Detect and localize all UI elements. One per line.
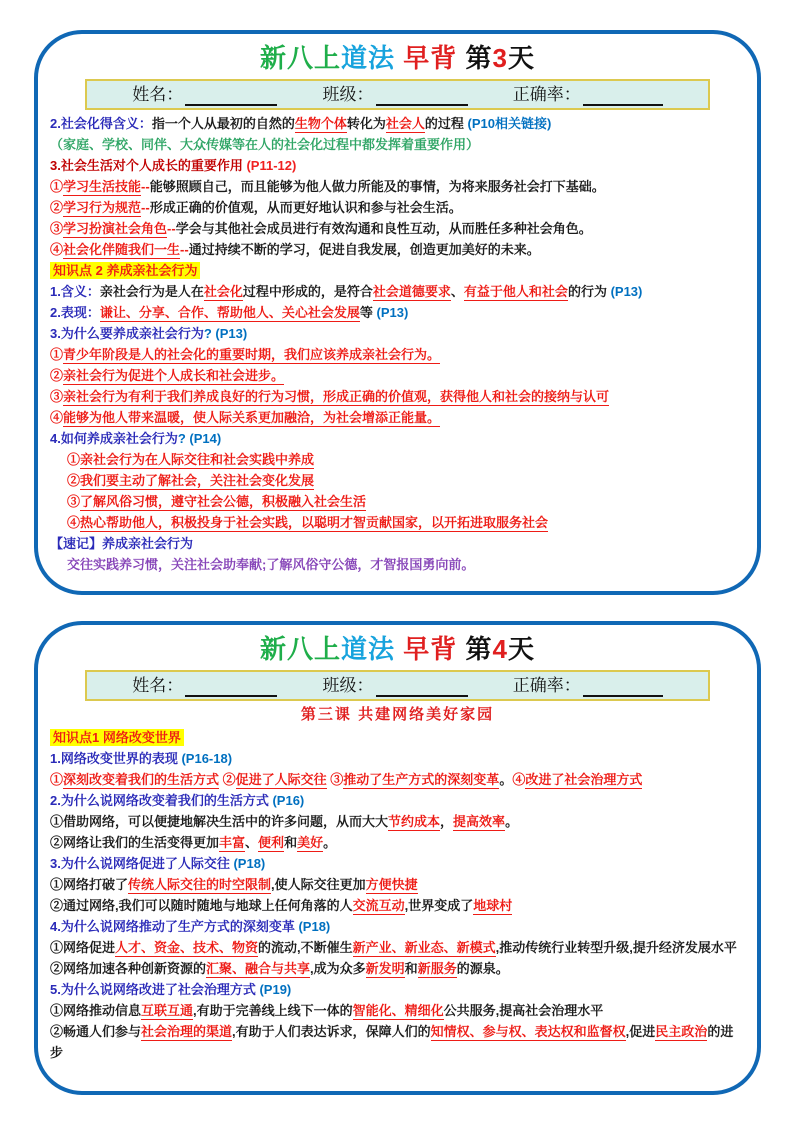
text-segment: ④	[50, 410, 64, 425]
text-segment: 热心帮助他人，积极投身于社会实践，以聪明才智贡献国家，以开拓进取服务社会	[80, 515, 549, 530]
notes-content	[50, 727, 745, 1063]
text-segment: 社会治理的渠道	[141, 1024, 233, 1039]
text-segment: ③	[50, 221, 64, 236]
text-segment: ④	[50, 242, 64, 257]
text-segment: 的行为	[567, 284, 611, 299]
text-segment: ④	[512, 772, 526, 787]
content-line	[50, 512, 745, 533]
content-line	[50, 386, 745, 407]
title-recite: 早背	[395, 634, 466, 664]
content-line	[50, 218, 745, 239]
text-segment: ①网络促进	[50, 940, 116, 955]
accuracy-field	[513, 675, 663, 697]
text-segment: 和	[404, 961, 418, 976]
name-field	[132, 675, 277, 697]
content-line	[50, 1021, 745, 1063]
content-line	[50, 979, 745, 1000]
text-segment: 3.为什么要养成亲社会行为	[50, 326, 204, 341]
content-line	[50, 176, 745, 197]
accuracy-blank	[583, 679, 663, 697]
accuracy-blank	[583, 88, 663, 106]
class-label: 班级：	[322, 675, 374, 695]
text-segment: ,使人际交往更加	[271, 877, 366, 892]
text-segment: 美好	[297, 835, 324, 850]
class-field	[323, 675, 468, 697]
text-segment: 地球村	[473, 898, 513, 913]
text-segment: 人才、资金、技术、物资	[115, 940, 259, 955]
text-segment: 亲社会行为在人际交往和社会实践中养成	[80, 452, 315, 467]
content-line	[50, 853, 745, 874]
text-segment: 公共服务,提高社会治理水平	[443, 1003, 604, 1018]
text-segment: (P10相关链接)	[467, 116, 552, 131]
accuracy-label: 正确率：	[512, 84, 581, 104]
text-segment: 的进步	[50, 1024, 734, 1060]
text-segment: 亲社会行为促进个人成长和社会进步。	[63, 368, 285, 383]
text-segment: 学会与其他社会成员进行有效沟通和良性互动，从而胜任多种社会角色。	[175, 221, 592, 236]
content-line	[50, 470, 745, 491]
text-segment: ①	[50, 772, 64, 787]
text-segment: 。	[323, 835, 337, 850]
content-line	[50, 239, 745, 260]
text-segment: (P16)	[272, 793, 305, 808]
text-segment: ②通过网络,我们可以随时随地与地球上任何角落的人	[50, 898, 353, 913]
content-line	[50, 916, 745, 937]
name-label: 姓名：	[132, 675, 184, 695]
text-segment: (P11-12)	[246, 158, 297, 173]
text-segment: 4.为什么说网络推动了生产方式的深刻变革	[50, 919, 299, 934]
text-segment: 亲社会行为是人在	[99, 284, 204, 299]
text-segment: 能够照顾自己，而且能够为他人做力所能及的事情，为将来服务社会打下基础。	[149, 179, 605, 194]
text-segment: 的源泉。	[456, 961, 509, 976]
text-segment: ,有助于完善线上线下一体的	[193, 1003, 353, 1018]
text-segment: 4.如何养成亲社会行为	[50, 431, 178, 446]
title-day-prefix: 第	[465, 43, 493, 73]
text-segment: 智能化、精细化	[352, 1003, 444, 1018]
content-line	[50, 937, 745, 958]
text-segment: (P19)	[259, 982, 292, 997]
text-segment: 改进了社会治理方式	[525, 772, 643, 787]
text-segment: 互联互通	[141, 1003, 194, 1018]
content-line	[50, 281, 745, 302]
text-segment: 转化为	[346, 116, 386, 131]
content-line	[50, 428, 745, 449]
title-subject: 道法	[341, 43, 396, 73]
text-segment: ,促进	[625, 1024, 656, 1039]
text-segment: 便利	[258, 835, 285, 850]
page-title	[50, 40, 745, 76]
text-segment: 学习扮演社会角色	[63, 221, 168, 236]
text-segment: 民主政治	[655, 1024, 708, 1039]
title-day-number: 3	[492, 43, 508, 73]
text-segment: ④	[67, 515, 81, 530]
text-segment: 。	[499, 772, 513, 787]
content-line	[50, 958, 745, 979]
text-segment: (P13)	[376, 305, 409, 320]
content-line	[50, 323, 745, 344]
text-segment: （家庭、学校、同伴、大众传媒等在人的社会化过程中都发挥着重要作用）	[50, 137, 480, 152]
content-line	[50, 449, 745, 470]
page-title	[50, 631, 745, 667]
text-segment: ②网络加速各种创新资源的	[50, 961, 207, 976]
text-segment: 新产业、新业态、新模式	[352, 940, 496, 955]
text-segment: ? (P13)	[203, 326, 248, 341]
text-segment: --	[141, 179, 150, 194]
content-line	[50, 407, 745, 428]
text-segment: 、	[450, 284, 464, 299]
content-line	[50, 344, 745, 365]
text-segment: 能够为他人带来温暖，使人际关系更加融洽，为社会增添正能量。	[63, 410, 441, 425]
text-segment: 深刻改变着我们的生活方式	[63, 772, 220, 787]
text-segment: 节约成本	[388, 814, 441, 829]
content-line	[50, 769, 745, 790]
worksheet-card-day4	[34, 621, 761, 1095]
text-segment: 2.表现：	[50, 305, 100, 320]
text-segment: 社会人	[385, 116, 425, 131]
student-info-bar	[85, 79, 710, 110]
text-segment: --	[180, 242, 189, 257]
text-segment: 【速记】养成亲社会行为	[50, 536, 194, 551]
text-segment: 过程中形成的，是符合	[242, 284, 373, 299]
text-segment: ③	[50, 389, 64, 404]
text-segment: ,成为众多	[310, 961, 366, 976]
text-segment: ①网络推动信息	[50, 1003, 142, 1018]
text-segment: ②	[50, 200, 64, 215]
text-segment: ②	[50, 368, 64, 383]
text-segment: 丰富	[219, 835, 246, 850]
title-day-prefix: 第	[465, 634, 493, 664]
text-segment: (P13)	[610, 284, 643, 299]
text-segment: 形成正确的价值观，从而更好地认识和参与社会生活。	[149, 200, 462, 215]
text-segment: 。	[505, 814, 519, 829]
text-segment: 2.社会化得含义：	[50, 116, 152, 131]
student-info-bar	[85, 670, 710, 701]
notes-content	[50, 113, 745, 575]
lesson-subtitle: 第三课 共建网络美好家园	[300, 706, 495, 723]
text-segment: 等	[359, 305, 377, 320]
text-segment: 新服务	[417, 961, 457, 976]
text-segment: ②	[219, 772, 236, 787]
text-segment: ①借助网络，可以便捷地解决生活中的许多问题，从而大大	[50, 814, 389, 829]
name-field	[132, 84, 277, 106]
content-line	[50, 727, 745, 748]
title-day-suffix: 天	[507, 43, 535, 73]
text-segment: 社会道德要求	[372, 284, 451, 299]
title-book: 新八上	[260, 43, 342, 73]
accuracy-label: 正确率：	[512, 675, 581, 695]
text-segment: ,世界变成了	[404, 898, 474, 913]
text-segment: 亲社会行为有利于我们养成良好的行为习惯，形成正确的价值观，获得他人和社会的接纳与认可	[63, 389, 610, 404]
text-segment: 1.含义：	[50, 284, 100, 299]
text-segment: 的流动,不断催生	[258, 940, 353, 955]
content-line	[50, 895, 745, 916]
name-blank	[185, 679, 277, 697]
text-segment: 提高效率	[453, 814, 506, 829]
text-segment: --	[167, 221, 176, 236]
text-segment: 汇聚、融合与共享	[206, 961, 311, 976]
content-line	[50, 302, 745, 323]
text-segment: ,有助于人们表达诉求，保障人们的	[232, 1024, 431, 1039]
content-line	[50, 832, 745, 853]
text-segment: 交往实践养习惯，关注社会助奉献;了解风俗守公德，才智报国勇向前。	[67, 557, 475, 572]
text-segment: ①	[50, 347, 64, 362]
content-line	[50, 491, 745, 512]
text-segment: 交流互动	[352, 898, 405, 913]
text-segment: ,推动传统行业转型升级,提升经济发展水平	[495, 940, 737, 955]
text-segment: 3.社会生活对个人成长的重要作用	[50, 158, 247, 173]
text-segment: 传统人际交往的时空限制	[128, 877, 272, 892]
text-segment: 2.为什么说网络改变着我们的生活方式	[50, 793, 273, 808]
content-line	[50, 134, 745, 155]
knowledge-point-highlight: 知识点1 网络改变世界	[50, 729, 184, 746]
content-line	[50, 790, 745, 811]
content-line	[50, 554, 745, 575]
text-segment: 1.网络改变世界的表现	[50, 751, 182, 766]
text-segment: 青少年阶段是人的社会化的重要时期，我们应该养成亲社会行为。	[63, 347, 441, 362]
worksheet-card-day3	[34, 30, 761, 595]
text-segment: 通过持续不断的学习，促进自我发展，创造更加美好的未来。	[188, 242, 540, 257]
text-segment: 和	[284, 835, 298, 850]
name-blank	[185, 88, 277, 106]
text-segment: 学习行为规范	[63, 200, 142, 215]
text-segment: 了解风俗习惯，遵守社会公德，积极融入社会生活	[80, 494, 367, 509]
text-segment: 的过程	[424, 116, 468, 131]
content-line	[50, 1000, 745, 1021]
title-day-number: 4	[492, 634, 508, 664]
text-segment: ③	[67, 494, 81, 509]
text-segment: 谦让、分享、合作、帮助他人、关心社会发展	[99, 305, 360, 320]
title-subject: 道法	[341, 634, 396, 664]
text-segment: ②	[67, 473, 81, 488]
text-segment: (P18)	[233, 856, 266, 871]
text-segment: --	[141, 200, 150, 215]
text-segment: ，	[440, 814, 454, 829]
content-line	[50, 874, 745, 895]
text-segment: 学习生活技能	[63, 179, 142, 194]
text-segment: ②网络让我们的生活变得更加	[50, 835, 220, 850]
text-segment: 社会化	[203, 284, 243, 299]
text-segment: ? (P14)	[177, 431, 222, 446]
text-segment: 生物个体	[294, 116, 347, 131]
text-segment: 推动了生产方式的深刻变革	[343, 772, 500, 787]
content-line	[50, 155, 745, 176]
content-line	[50, 811, 745, 832]
content-line	[50, 533, 745, 554]
text-segment: 、	[245, 835, 259, 850]
text-segment: (P18)	[298, 919, 331, 934]
text-segment: 促进了人际交往	[235, 772, 327, 787]
text-segment: ①	[67, 452, 81, 467]
title-day-suffix: 天	[507, 634, 535, 664]
content-line	[50, 197, 745, 218]
accuracy-field	[513, 84, 663, 106]
content-line	[50, 365, 745, 386]
text-segment: ③	[326, 772, 344, 787]
title-book: 新八上	[260, 634, 342, 664]
text-segment: 方便快捷	[365, 877, 418, 892]
text-segment: 3.为什么说网络促进了人际交往	[50, 856, 234, 871]
content-line	[50, 113, 745, 134]
text-segment: ①	[50, 179, 64, 194]
content-line	[50, 260, 745, 281]
text-segment: 指一个人从最初的自然的	[151, 116, 295, 131]
title-recite: 早背	[395, 43, 466, 73]
class-blank	[376, 88, 468, 106]
text-segment: 我们要主动了解社会，关注社会变化发展	[80, 473, 315, 488]
class-field	[323, 84, 468, 106]
text-segment: ①网络打破了	[50, 877, 129, 892]
text-segment: 5.为什么说网络改进了社会治理方式	[50, 982, 260, 997]
text-segment: 有益于他人和社会	[463, 284, 568, 299]
text-segment: (P16-18)	[181, 751, 233, 766]
text-segment: 社会化伴随我们一生	[63, 242, 181, 257]
class-label: 班级：	[322, 84, 374, 104]
text-segment: ②畅通人们参与	[50, 1024, 142, 1039]
knowledge-point-highlight: 知识点 2 养成亲社会行为	[50, 262, 200, 279]
content-line	[50, 748, 745, 769]
text-segment: 知情权、参与权、表达权和监督权	[430, 1024, 626, 1039]
name-label: 姓名：	[132, 84, 184, 104]
text-segment: 新发明	[365, 961, 405, 976]
class-blank	[376, 679, 468, 697]
